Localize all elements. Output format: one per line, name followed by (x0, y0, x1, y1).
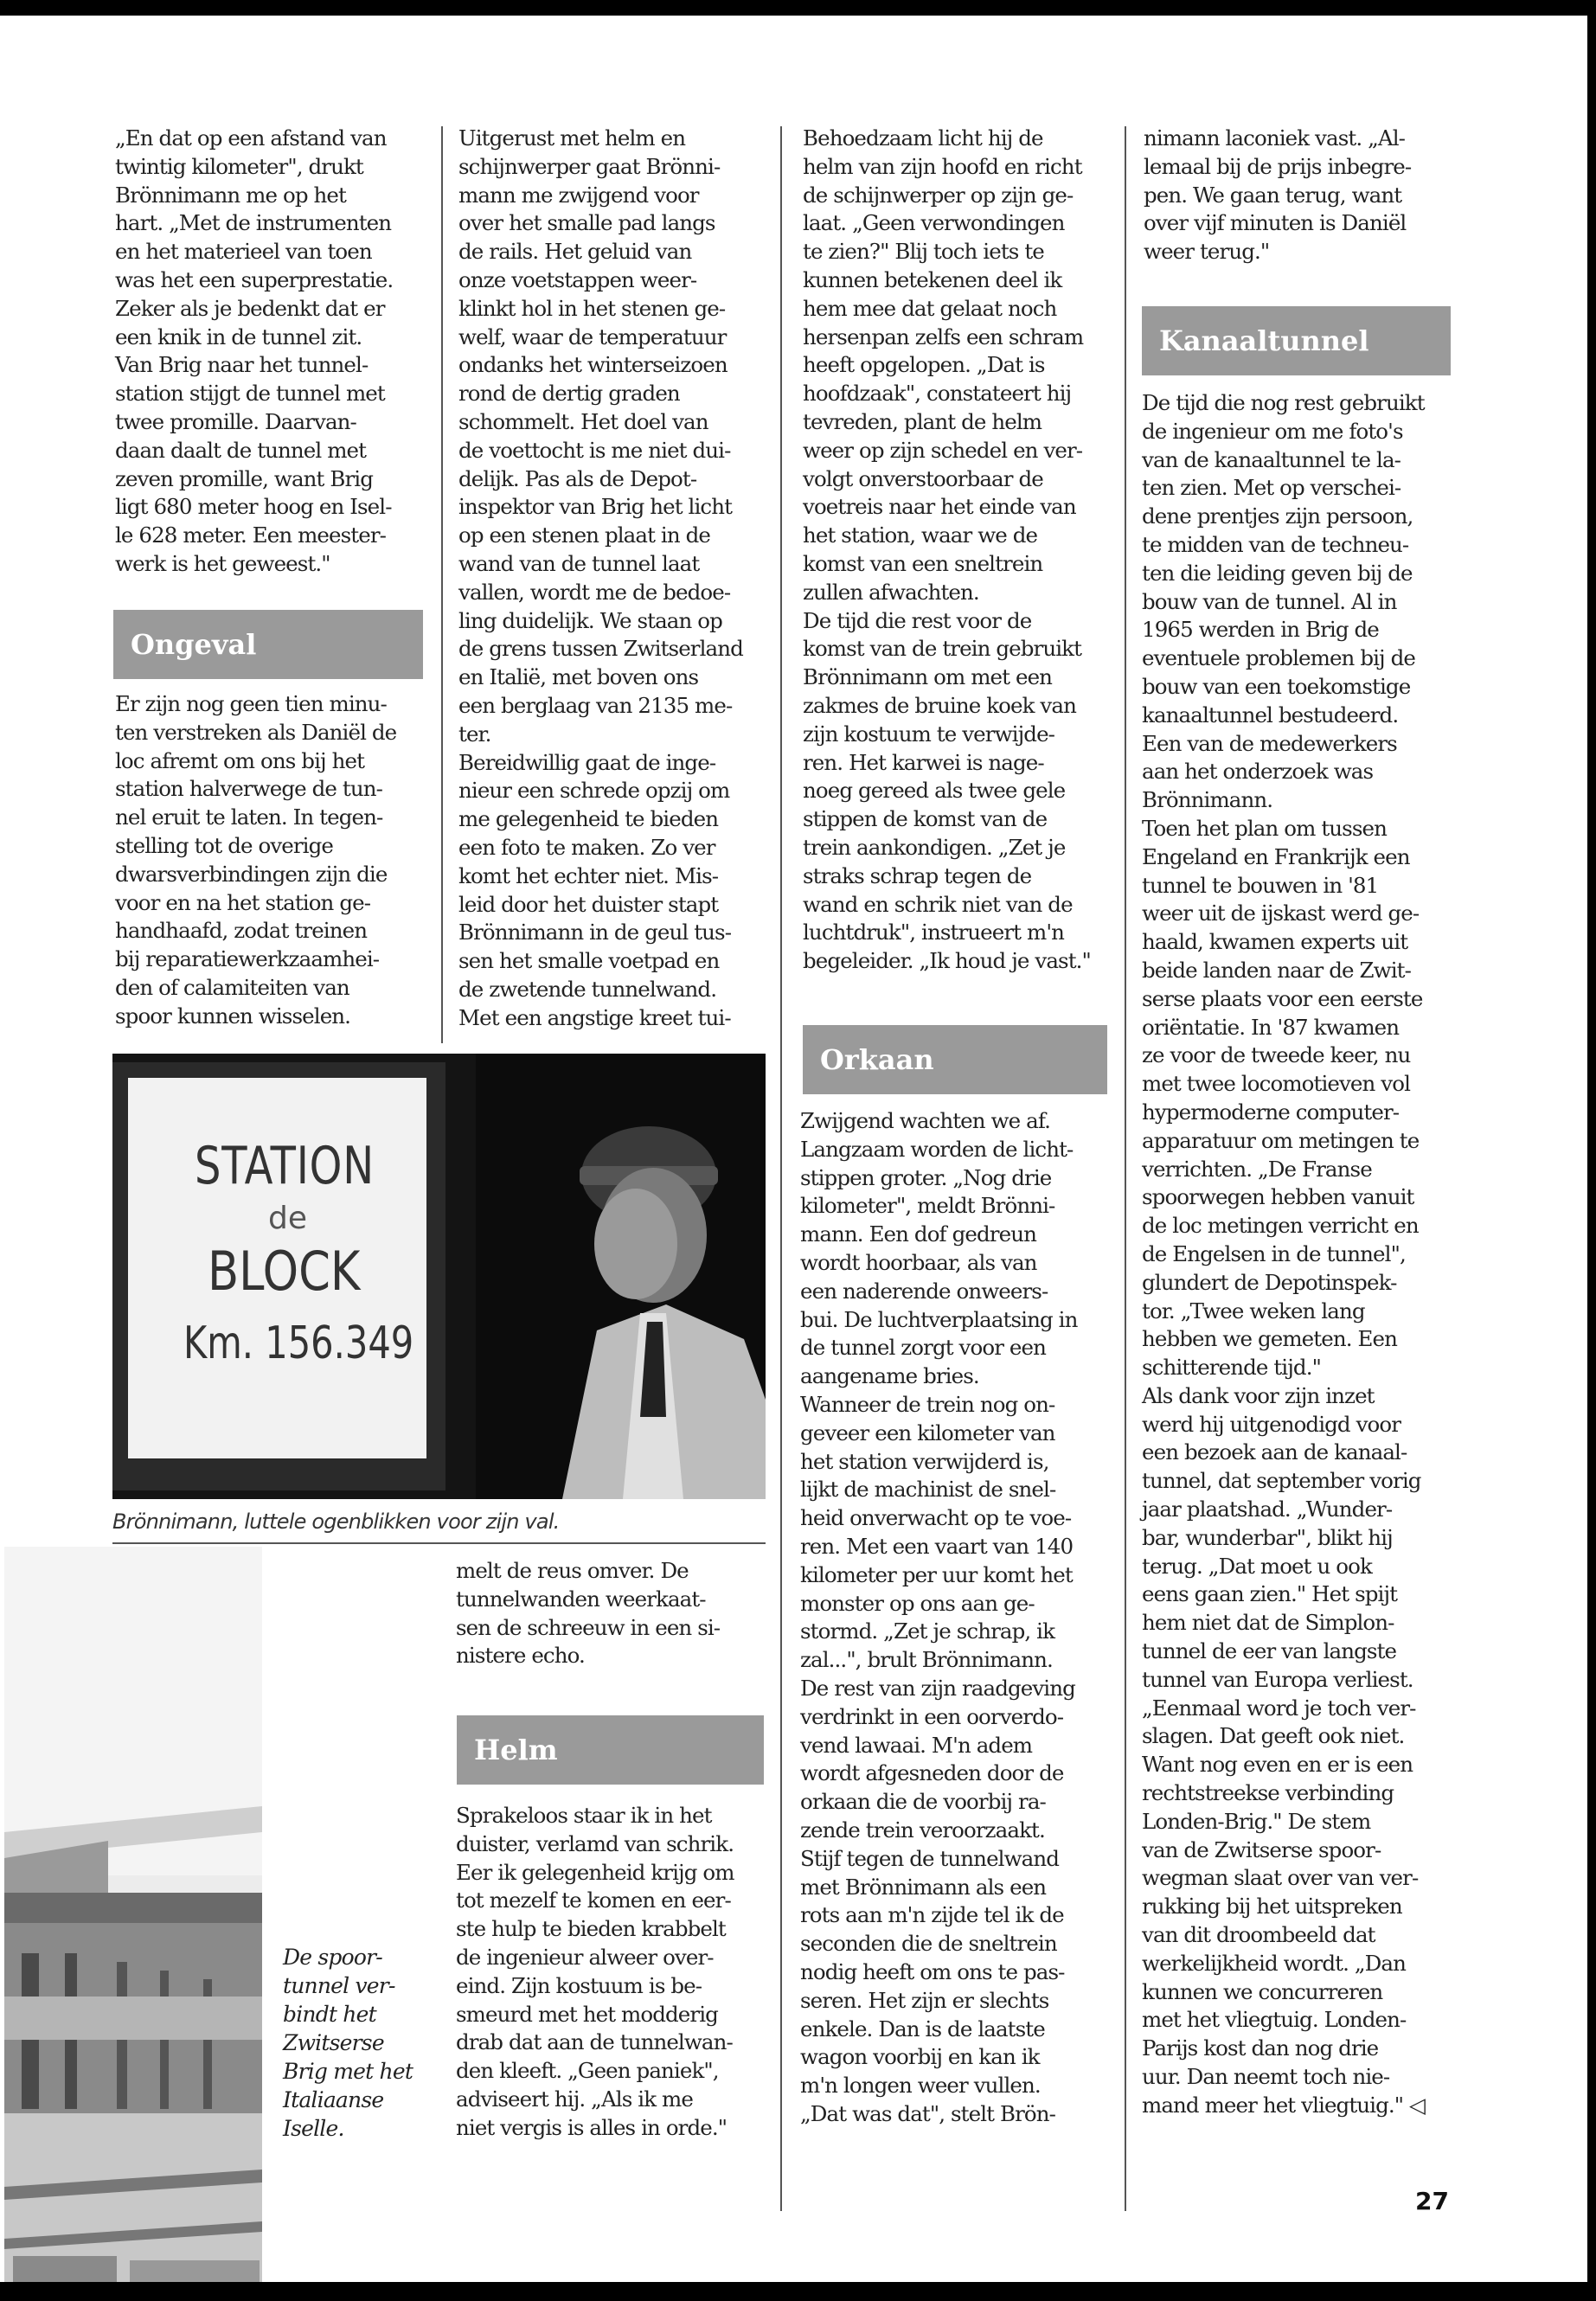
text-line: Eer ik gelegenheid krijg om (456, 1859, 734, 1885)
text-line: slagen. Dat geeft ook niet. (1142, 1723, 1405, 1749)
text-line: bouw van een toekomstige (1142, 673, 1411, 699)
text-line: bui. De luchtverplaatsing in (800, 1306, 1078, 1332)
text-line: weer uit de ijskast werd ge- (1142, 901, 1420, 926)
text-line: straks schrap tegen de (803, 862, 1032, 888)
heading-kanaaltunnel: Kanaaltunnel (1142, 306, 1451, 375)
text-line: beide landen naar de Zwit- (1142, 957, 1411, 983)
text-line: Toen het plan om tussen (1142, 815, 1387, 841)
text-line: 1965 werden in Brig de (1142, 617, 1379, 643)
text-line: Als dank voor zijn inzet (1142, 1382, 1375, 1408)
text-line: de grens tussen Zwitserland (458, 636, 743, 662)
text-line: Zwitserse (283, 2030, 384, 2055)
text-line: zakmes de bruine koek van (803, 692, 1076, 718)
text-line: rots aan m'n zijde tel ik de (800, 1902, 1064, 1928)
text-line: een naderende onweers- (800, 1278, 1048, 1304)
text-line: voetreis naar het einde van (803, 494, 1076, 520)
text-line: handhaafd, zodat treinen (115, 918, 368, 944)
text-line: en het materieel van toen (115, 239, 372, 265)
text-line: tot mezelf te komen en eer- (456, 1888, 731, 1913)
text-line: heid onverwacht op te voe- (800, 1505, 1072, 1531)
text-line: tevreden, plant de helm (803, 408, 1042, 434)
text-line: hebben we gemeten. Een (1142, 1326, 1397, 1352)
text-line: m'n longen weer vullen. (800, 2073, 1041, 2099)
text-line: kunnen betekenen deel ik (803, 266, 1062, 292)
text-line: Italiaanse (283, 2087, 384, 2112)
text-line: „Eenmaal word je toch ver- (1142, 1695, 1416, 1721)
text-line: Brig met het (283, 2059, 413, 2084)
text-line: Behoedzaam licht hij de (803, 125, 1043, 151)
text-line: ligt 680 meter hoog en Isel- (115, 494, 392, 520)
text-line: spoorwegen hebben vanuit (1142, 1184, 1414, 1210)
text-line: zal...", brult Brönnimann. (800, 1647, 1053, 1673)
text-line: de tunnel zorgt voor een (800, 1335, 1046, 1361)
text-line: bij reparatiewerkzaamhei- (115, 946, 380, 972)
text-line: niet vergis is alles in orde." (456, 2114, 727, 2140)
page-number: 27 (1415, 2187, 1449, 2215)
photo-caption-spoortunnel (283, 1943, 413, 2143)
text-line: Zwijgend wachten we af. (800, 1108, 1050, 1133)
text-line: station halverwege de tun- (115, 776, 382, 802)
text-line: melt de reus omver. De (456, 1558, 689, 1583)
text-line: het station, waar we de (803, 522, 1038, 548)
text-line: glundert de Depotinspek- (1142, 1269, 1397, 1295)
text-line: lemaal bij de prijs inbegre- (1144, 153, 1412, 179)
text-line: Er zijn nog geen tien minu- (115, 691, 387, 716)
text-line: stippen groter. „Nog drie (800, 1164, 1052, 1190)
column-4-top (1144, 125, 1411, 266)
text-line: de ingenieur alweer over- (456, 1944, 714, 1970)
text-line: onze voetstappen weer- (458, 266, 697, 292)
text-line: werd hij uitgenodigd voor (1142, 1411, 1401, 1437)
text-line: stelling tot de overige (115, 832, 333, 858)
text-line: dene prentjes zijn persoon, (1142, 503, 1413, 529)
column-3-bottom (800, 1107, 1077, 2129)
text-line: tunnel te bouwen in '81 (1142, 872, 1379, 898)
text-line: nodig heeft om ons te pas- (800, 1958, 1065, 1984)
text-line: noeg gereed als twee gele (803, 778, 1066, 804)
sign-text-station: STATION (195, 1136, 375, 1196)
text-line: klinkt hol in het stenen ge- (458, 295, 726, 321)
text-line: de rails. Het geluid van (458, 239, 692, 265)
column-1-bottom (115, 690, 396, 1031)
text-line: hersenpan zelfs een schram (803, 324, 1084, 349)
text-line: Londen-Brig." De stem (1142, 1808, 1371, 1834)
text-line: was het een superprestatie. (115, 266, 394, 292)
text-line: Sprakeloos staar ik in het (456, 1803, 712, 1828)
text-line: voor en na het station ge- (115, 889, 371, 915)
text-line: Brönnimann om met een (803, 664, 1053, 690)
text-line: twintig kilometer", drukt (115, 153, 363, 179)
sign-text-block: BLOCK (208, 1240, 361, 1303)
text-line: aan het onderzoek was (1142, 759, 1374, 785)
text-line: uur. Dan neemt toch nie- (1142, 2064, 1390, 2090)
text-line: welf, waar de temperatuur (458, 324, 727, 349)
text-line: rechtstreekse verbinding (1142, 1780, 1394, 1806)
text-line: rond de dertig graden (458, 381, 680, 407)
text-line: zeven promille, want Brig (115, 465, 373, 491)
text-line: wand van de tunnel laat (458, 550, 700, 576)
caption-rule (112, 1542, 766, 1544)
text-line: vallen, wordt me de bedoe- (458, 579, 731, 605)
text-line: een berglaag van 2135 me- (458, 692, 733, 718)
text-line: met Brönnimann als een (800, 1874, 1047, 1900)
text-line: daan daalt de tunnel met (115, 437, 367, 463)
text-line: seren. Het zijn er slechts (800, 1987, 1049, 2013)
text-line: Langzaam worden de licht- (800, 1136, 1074, 1162)
text-line: van de Zwitserse spoor- (1142, 1836, 1381, 1862)
text-line: wand en schrik niet van de (803, 891, 1073, 917)
text-line: sen de schreeuw in een si- (456, 1614, 721, 1640)
text-line: mand meer het vliegtuig." ◁ (1142, 2092, 1425, 2118)
column-4-bottom (1142, 389, 1425, 2120)
text-line: de Engelsen in de tunnel", (1142, 1240, 1406, 1266)
text-line: van de kanaaltunnel te la- (1142, 446, 1401, 472)
text-line: zullen afwachten. (803, 579, 979, 605)
text-line: Uitgerust met helm en (458, 125, 686, 151)
text-line: ter. (458, 721, 491, 747)
text-line: ten die leiding geven bij de (1142, 560, 1413, 586)
text-line: Brönnimann me op het (115, 182, 346, 208)
column-rule-2 (780, 126, 782, 2211)
text-line: laat. „Geen verwondingen (803, 210, 1065, 236)
text-line: me gelegenheid te bieden (458, 806, 719, 832)
text-line: Parijs kost dan nog drie (1142, 2035, 1379, 2061)
text-line: komst van een sneltrein (803, 550, 1043, 576)
text-line: jaar plaatshad. „Wunder- (1142, 1497, 1393, 1522)
text-line: nimann laconiek vast. „Al- (1144, 125, 1406, 151)
text-line: eventuele problemen bij de (1142, 645, 1416, 671)
text-line: mann me zwijgend voor (458, 182, 699, 208)
text-line: delijk. Pas als de Depot- (458, 465, 697, 491)
column-3-top (803, 125, 1091, 976)
text-line: tunnel ver- (283, 1973, 395, 1998)
text-line: nel eruit te laten. In tegen- (115, 804, 383, 830)
text-line: werkelijkheid wordt. „Dan (1142, 1950, 1406, 1976)
text-line: wagon voorbij en kan ik (800, 2044, 1040, 2070)
text-line: stippen de komst van de (803, 806, 1048, 832)
text-line: verrichten. „De Franse (1142, 1156, 1372, 1182)
text-line: hem mee dat gelaat noch (803, 295, 1057, 321)
text-line: Een van de medewerkers (1142, 730, 1397, 756)
sign-text-de: de (268, 1201, 307, 1236)
text-line: weer op zijn schedel en ver- (803, 437, 1083, 463)
text-line: sen het smalle voetpad en (458, 948, 720, 974)
text-line: stormd. „Zet je schrap, ik (800, 1618, 1055, 1644)
text-line: de ingenieur om me foto's (1142, 418, 1403, 444)
text-line: met het vliegtuig. Londen- (1142, 2007, 1407, 2033)
text-line: mann. Een dof gedreun (800, 1221, 1036, 1247)
text-line: aangename bries. (800, 1363, 979, 1389)
text-line: op een stenen plaat in de (458, 522, 710, 548)
text-line: ren. Het karwei is nage- (803, 749, 1044, 775)
text-line: ten verstreken als Daniël de (115, 719, 397, 745)
text-line: Want nog even en er is een (1142, 1752, 1413, 1778)
text-line: geveer een kilometer van (800, 1420, 1055, 1445)
text-line: De spoor- (283, 1945, 382, 1970)
text-line: werk is het geweest." (115, 550, 330, 576)
text-line: eens gaan zien." Het spijt (1142, 1581, 1398, 1607)
text-line: bouw van de tunnel. Al in (1142, 588, 1397, 614)
text-line: verdrinkt in een oorverdo- (800, 1703, 1064, 1729)
text-line: kilometer", meldt Brönni- (800, 1193, 1055, 1219)
text-line: monster op ons aan ge- (800, 1590, 1035, 1616)
heading-helm: Helm (457, 1715, 764, 1785)
text-line: den kleeft. „Geen paniek", (456, 2058, 719, 2084)
text-line: nistere echo. (456, 1643, 585, 1669)
railway-photo-drawing (4, 1547, 262, 2282)
text-line: Met een angstige kreet tui- (458, 1004, 731, 1030)
text-line: Bereidwillig gaat de inge- (458, 749, 716, 775)
text-line: seconden die de sneltrein (800, 1931, 1057, 1957)
text-line: over het smalle pad langs (458, 210, 715, 236)
text-line: zende trein veroorzaakt. (800, 1817, 1045, 1843)
text-line: adviseert hij. „Als ik me (456, 2086, 693, 2112)
text-line: de schijnwerper op zijn ge- (803, 182, 1074, 208)
text-line: haald, kwamen experts uit (1142, 929, 1408, 955)
text-line: dwarsverbindingen zijn die (115, 861, 388, 887)
text-line: leid door het duister stapt (458, 891, 719, 917)
sign-text-km: Km. 156.349 (183, 1317, 414, 1369)
text-line: drab dat aan de tunnelwan- (456, 2029, 733, 2055)
text-line: kanaaltunnel bestudeerd. (1142, 702, 1399, 727)
text-line: schijnwerper gaat Brönni- (458, 153, 721, 179)
magazine-page (0, 16, 1587, 2282)
text-line: loc afremt om ons bij het (115, 747, 365, 773)
text-line: Van Brig naar het tunnel- (115, 352, 369, 378)
text-line: De rest van zijn raadgeving (800, 1675, 1075, 1701)
text-line: Engeland en Frankrijk een (1142, 843, 1410, 869)
text-line: Iselle. (283, 2116, 344, 2141)
photo-railway-station-brig (4, 1547, 262, 2282)
text-line: smeurd met het modderig (456, 2001, 718, 2027)
text-line: nieur een schrede opzij om (458, 778, 730, 804)
text-line: tunnel de eer van langste (1142, 1638, 1397, 1664)
text-line: De tijd die rest voor de (803, 607, 1032, 633)
text-line: lijkt de machinist de snel- (800, 1477, 1056, 1503)
text-line: trein aankondigen. „Zet je (803, 834, 1066, 860)
text-line: ste hulp te bieden krabbelt (456, 1916, 726, 1942)
text-line: komst van de trein gebruikt (803, 636, 1082, 662)
text-line: een bezoek aan de kanaal- (1142, 1439, 1407, 1465)
text-line: le 628 meter. Een meester- (115, 522, 387, 548)
column-2-top (458, 125, 743, 1033)
text-line: Zeker als je bedenkt dat er (115, 295, 385, 321)
text-line: Wanneer de trein nog on- (800, 1391, 1055, 1417)
text-line: vend lawaai. M'n adem (800, 1732, 1033, 1758)
text-line: ondanks het winterseizoen (458, 352, 727, 378)
text-line: duister, verlamd van schrik. (456, 1830, 734, 1856)
text-line: tunnel, dat september vorig (1142, 1468, 1421, 1494)
text-line: hoofdzaak", constateert hij (803, 381, 1072, 407)
photo-station-de-block (112, 1054, 766, 1499)
column-2-bottom (456, 1802, 734, 2143)
text-line: heeft opgelopen. „Dat is (803, 352, 1045, 378)
text-line: bar, wunderbar", blikt hij (1142, 1524, 1393, 1550)
text-line: Brönnimann. (1142, 787, 1273, 813)
text-line: kunnen we concurreren (1142, 1978, 1383, 2004)
text-line: zijn kostuum te verwijde- (803, 721, 1055, 747)
text-line: weer terug." (1144, 239, 1270, 265)
text-line: Stijf tegen de tunnelwand (800, 1845, 1060, 1871)
text-line: Brönnimann in de geul tus- (458, 920, 732, 945)
text-line: spoor kunnen wisselen. (115, 1003, 351, 1029)
text-line: hypermoderne computer- (1142, 1099, 1400, 1125)
text-line: tunnelwanden weerkaat- (456, 1586, 706, 1612)
text-line: luchtdruk", instrueert m'n (803, 920, 1065, 945)
text-line: „En dat op een afstand van (115, 125, 387, 151)
text-line: serse plaats voor een eerste (1142, 985, 1423, 1011)
text-line: wegman slaat over van ver- (1142, 1865, 1419, 1891)
text-line: helm van zijn hoofd en richt (803, 153, 1082, 179)
text-line: tunnel van Europa verliest. (1142, 1666, 1413, 1692)
text-line: hem niet dat de Simplon- (1142, 1610, 1394, 1636)
text-line: pen. We gaan terug, want (1144, 182, 1402, 208)
heading-orkaan: Orkaan (803, 1025, 1107, 1094)
text-line: enkele. Dan is de laatste (800, 2016, 1045, 2041)
photo-caption-bronnimann: Brönnimann, luttele ogenblikken voor zijn val. (112, 1509, 560, 1534)
column-2-mid (456, 1557, 720, 1670)
text-line: schommelt. Het doel van (458, 408, 708, 434)
text-line: bindt het (283, 2002, 376, 2027)
text-line: een knik in de tunnel zit. (115, 324, 362, 349)
column-rule-1 (441, 126, 443, 1043)
text-line: ren. Met een vaart van 140 (800, 1533, 1074, 1559)
text-line: rukking bij het uitspreken (1142, 1894, 1402, 1920)
text-line: een foto te maken. Zo ver (458, 834, 715, 860)
text-line: De tijd die nog rest gebruikt (1142, 390, 1425, 415)
text-line: terug. „Dat moet u ook (1142, 1553, 1372, 1579)
text-line: apparatuur om metingen te (1142, 1127, 1420, 1153)
text-line: te midden van de techneu- (1142, 531, 1409, 557)
text-line: begeleider. „Ik houd je vast." (803, 948, 1091, 974)
text-line: de zwetende tunnelwand. (458, 976, 717, 1002)
heading-ongeval: Ongeval (113, 610, 423, 679)
text-line: tor. „Twee weken lang (1142, 1298, 1365, 1324)
text-line: orkaan die de voorbij ra- (800, 1789, 1046, 1815)
text-line: ze voor de tweede keer, nu (1142, 1042, 1411, 1068)
text-line: de loc metingen verricht en (1142, 1213, 1419, 1239)
text-line: hart. „Met de instrumenten (115, 210, 392, 236)
text-line: ten zien. Met op verschei- (1142, 475, 1401, 501)
text-line: „Dat was dat", stelt Brön- (800, 2100, 1056, 2126)
column-rule-3 (1125, 126, 1126, 2211)
text-line: wordt hoorbaar, als van (800, 1249, 1037, 1275)
text-line: met twee locomotieven vol (1142, 1071, 1411, 1097)
text-line: ling duidelijk. We staan op (458, 607, 722, 633)
text-line: eind. Zijn kostuum is be- (456, 1972, 702, 1998)
text-line: het station verwijderd is, (800, 1448, 1049, 1474)
text-line: station stijgt de tunnel met (115, 381, 385, 407)
text-line: komt het echter niet. Mis- (458, 862, 719, 888)
column-1-top (115, 125, 393, 579)
text-line: volgt onverstoorbaar de (803, 465, 1043, 491)
text-line: twee promille. Daarvan- (115, 408, 356, 434)
text-line: kilometer per uur komt het (800, 1561, 1073, 1587)
text-line: de voettocht is me niet dui- (458, 437, 731, 463)
text-line: wordt afgesneden door de (800, 1760, 1064, 1786)
text-line: over vijf minuten is Daniël (1144, 210, 1407, 236)
text-line: oriëntatie. In '87 kwamen (1142, 1014, 1400, 1040)
text-line: van dit droombeeld dat (1142, 1922, 1375, 1948)
text-line: schitterende tijd." (1142, 1355, 1321, 1381)
text-line: en Italië, met boven ons (458, 664, 699, 690)
text-line: den of calamiteiten van (115, 974, 349, 1000)
text-line: inspektor van Brig het licht (458, 494, 733, 520)
text-line: te zien?" Blij toch iets te (803, 239, 1044, 265)
